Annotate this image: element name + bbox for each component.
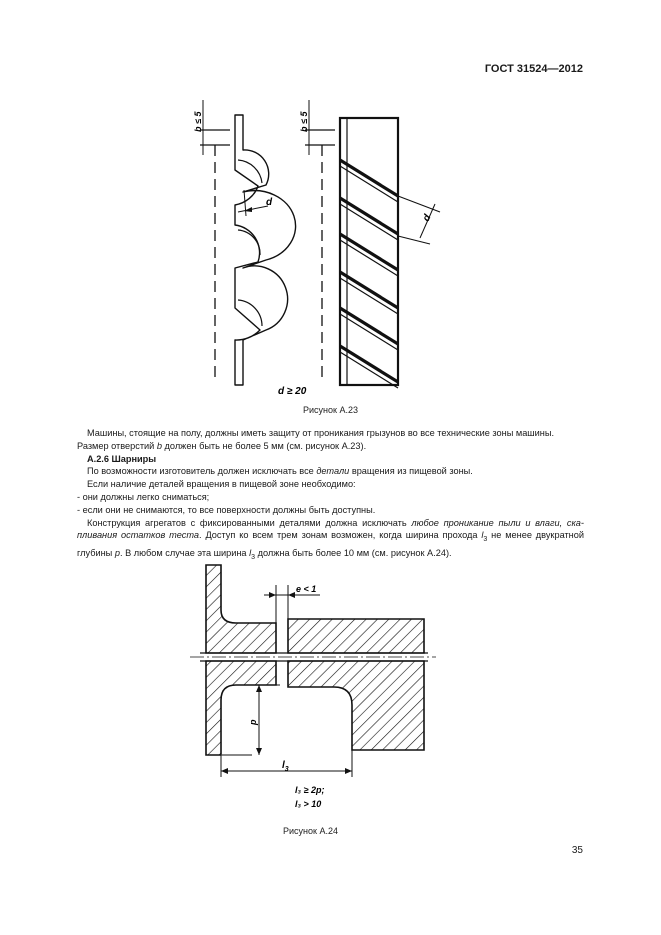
d-dim-line bbox=[238, 206, 268, 212]
document-code: ГОСТ 31524—2012 bbox=[484, 63, 583, 75]
slat-edge bbox=[340, 166, 398, 202]
l3-arrow-left bbox=[221, 768, 228, 774]
perforated-profile-outline bbox=[235, 115, 296, 385]
paragraph-design-line-1: Конструкция агрегатов с фиксированными деталями должна исключать любое проникание пыли и влаги, ска- bbox=[87, 517, 584, 528]
groove-inner-arc-2 bbox=[238, 230, 260, 255]
paragraph-design-line-3: глубины p. В любом случае эта ширина $l_3$ должна быть более 10 мм (см. рисунок А.24). bbox=[77, 548, 452, 561]
gap-arrow-left bbox=[269, 592, 276, 598]
paragraph-design-line-2: пливания остатков теста. Доступ ко всем трем зонам возможен, когда ширина прохода $l_3$ не менее двукратной bbox=[77, 530, 584, 544]
d-dim-ext-2 bbox=[398, 236, 430, 244]
slat bbox=[340, 234, 398, 270]
slat bbox=[340, 272, 398, 308]
list-item: - они должны легко сниматься; bbox=[77, 491, 210, 502]
label-l3: $l_3$ bbox=[282, 760, 289, 773]
right-block-lower bbox=[288, 661, 424, 750]
label-d-left: d bbox=[266, 197, 273, 208]
label-e: e < 1 bbox=[296, 584, 317, 594]
right-block-upper bbox=[288, 619, 424, 653]
paragraph-rotation-parts: По возможности изготовитель должен исключать все детали вращения из пищевой зоны. bbox=[87, 466, 473, 477]
figure-a23 bbox=[0, 0, 661, 400]
paragraph-if-needed: Если наличие деталей вращения в пищевой зоне необходимо: bbox=[87, 479, 356, 490]
slat-edge bbox=[340, 352, 398, 388]
caption-a23: Рисунок А.23 bbox=[303, 405, 358, 415]
body-text bbox=[77, 427, 584, 565]
d-dim-ext-1 bbox=[398, 196, 440, 212]
label-p: p bbox=[248, 719, 258, 725]
l3-arrow-right bbox=[345, 768, 352, 774]
slat-edge bbox=[340, 278, 398, 314]
figure-a24 bbox=[0, 555, 661, 815]
label-b-right: b ≤ 5 bbox=[299, 111, 309, 132]
slat-edge bbox=[340, 240, 398, 276]
slat bbox=[340, 198, 398, 234]
slat bbox=[340, 160, 398, 196]
left-bracket-part bbox=[206, 565, 276, 653]
slat-edge bbox=[340, 314, 398, 350]
label-b-left: b ≤ 5 bbox=[193, 111, 203, 132]
caption-a24: Рисунок А.24 bbox=[283, 826, 338, 836]
slat bbox=[340, 346, 398, 382]
page-number: 35 bbox=[571, 845, 583, 856]
section-title-hinges: А.2.6 Шарниры bbox=[87, 453, 157, 464]
paragraph-floor-machines: Машины, стоящие на полу, должны иметь защиту от проникания грызунов во все технические зоны машины. bbox=[87, 428, 555, 438]
d-dim-extension-top bbox=[244, 190, 246, 216]
p-arrow-top bbox=[256, 685, 262, 692]
slat-edge bbox=[340, 204, 398, 240]
label-condition: d ≥ 20 bbox=[278, 386, 307, 397]
groove-inner-arc-1 bbox=[238, 160, 262, 183]
gap-arrow-right bbox=[288, 592, 295, 598]
label-d-right: d bbox=[420, 212, 434, 224]
condition-line-1: l₃ ≥ 2p; bbox=[295, 785, 325, 795]
paragraph-hole-size: Размер отверстий b должен быть не более 5 мм (см. рисунок А.23). bbox=[77, 440, 367, 451]
p-arrow-bottom bbox=[256, 748, 262, 755]
left-bracket-lower bbox=[206, 661, 276, 755]
condition-line-2: l₃ > 10 bbox=[295, 799, 322, 809]
list-item: - если они не снимаются, то все поверхности должны быть доступны. bbox=[77, 504, 376, 515]
slat bbox=[340, 308, 398, 344]
